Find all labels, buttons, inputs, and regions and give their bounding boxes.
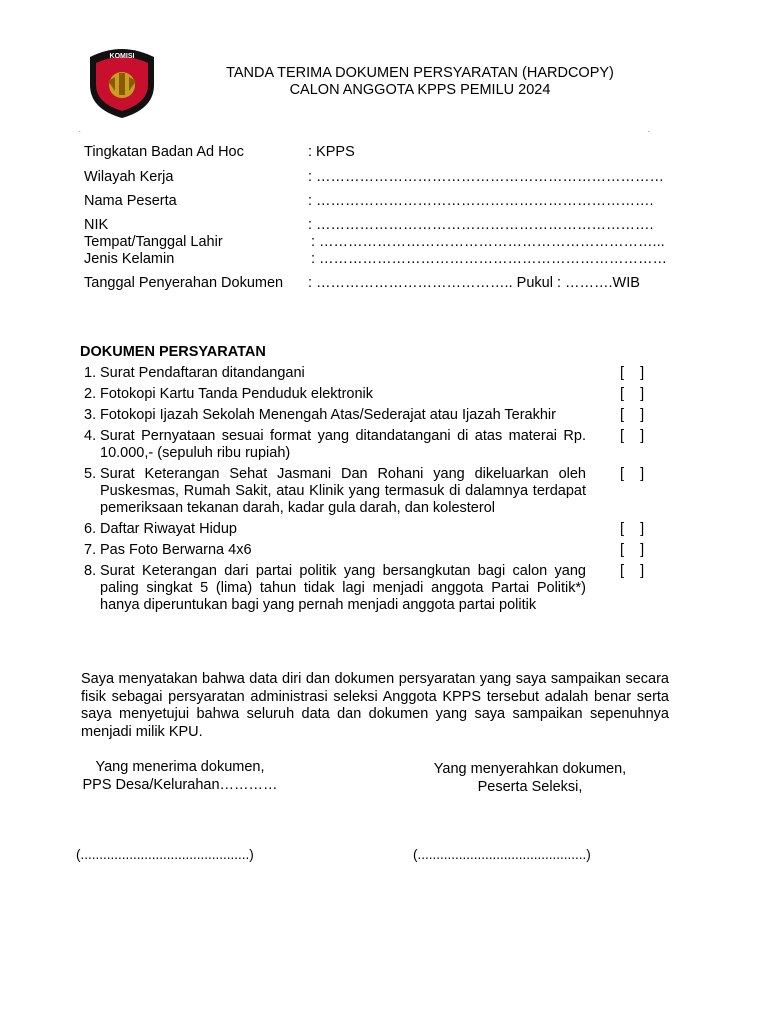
receiver-signature-line: (.............................................)	[76, 847, 254, 862]
item-number: 8.	[84, 563, 97, 579]
item-text: Surat Keterangan dari partai politik yang bersangkutan bagi calon yang paling singkat 5 (lima) tahun tidak lagi menjadi anggota Partai Politik*) hanya diperuntukan bagi yang pernah menjadi anggota partai politik	[100, 563, 586, 613]
item-text: Surat Pernyataan sesuai format yang ditandatangani di atas materai Rp. 10.000,- (sepuluh ribu rupiah)	[100, 428, 586, 461]
document-title	[190, 65, 650, 99]
list-item	[84, 466, 684, 517]
checkbox[interactable]: [ ]	[620, 542, 645, 558]
field-label-ttl: Tempat/Tanggal Lahir	[84, 234, 223, 250]
declaration-statement: Saya menyatakan bahwa data diri dan dokumen persyaratan yang saya sampaikan secara fisik sebagai persyaratan administrasi seleksi Anggota KPPS tersebut adalah benar serta saya menyetujui bahwa seluruh data dan dokumen yang saya sampaikan sepenuhnya menjadi milik KPU.	[81, 671, 669, 740]
field-value-nama: : …………………………………………………………….	[308, 193, 654, 209]
field-value-jenis-kelamin: : ………………………………………………………………	[311, 251, 668, 267]
list-item	[84, 521, 684, 538]
submitter-line-2: Peserta Seleksi,	[477, 779, 583, 795]
list-item	[84, 542, 684, 559]
receiver-line-1: Yang menerima dokumen,	[95, 759, 265, 775]
item-number: 4.	[84, 428, 97, 444]
field-label-tanggal: Tanggal Penyerahan Dokumen	[84, 275, 284, 291]
title-line-1: TANDA TERIMA DOKUMEN PERSYARATAN (HARDCOPY)	[226, 65, 614, 81]
item-number: 3.	[84, 407, 97, 423]
item-number: 2.	[84, 386, 97, 402]
item-text: Fotokopi Kartu Tanda Penduduk elektronik	[100, 386, 373, 402]
list-item	[84, 407, 684, 424]
checkbox[interactable]: [ ]	[620, 386, 645, 402]
field-label-wilayah: Wilayah Kerja	[84, 169, 174, 185]
kpu-logo-emblem	[84, 43, 160, 119]
item-text: Surat Keterangan Sehat Jasmani Dan Rohani yang dikeluarkan oleh Puskesmas, Rumah Sakit, atau Klinik yang termasuk di dalamnya terdapat pemeriksaan tekanan darah, kadar gula darah, dan kolesterol	[100, 466, 586, 516]
item-text: Surat Pendaftaran ditandangani	[100, 365, 305, 381]
checkbox[interactable]: [ ]	[620, 428, 645, 444]
title-line-2: CALON ANGGOTA KPPS PEMILU 2024	[289, 82, 551, 98]
field-value-tanggal: : ………………………………….. Pukul : ……….WIB	[308, 275, 640, 291]
signature-block-submitter	[410, 760, 650, 796]
item-number: 6.	[84, 521, 97, 537]
signature-block-receiver	[60, 758, 300, 794]
submitter-line-1: Yang menyerahkan dokumen,	[433, 761, 627, 777]
checkbox[interactable]: [ ]	[620, 466, 645, 482]
field-label-nik: NIK	[84, 217, 109, 233]
checkbox[interactable]: [ ]	[620, 365, 645, 381]
field-value-wilayah: : ………………………………………………………………	[308, 169, 665, 185]
item-number: 1.	[84, 365, 97, 381]
checkbox[interactable]: [ ]	[620, 521, 645, 537]
submitter-signature-line: (.............................................)	[413, 847, 591, 862]
receiver-line-2: PPS Desa/Kelurahan…………	[82, 777, 278, 793]
field-value-ttl: : ……………………………………………………………...	[311, 234, 665, 250]
list-item	[84, 563, 684, 614]
field-label-nama: Nama Peserta	[84, 193, 177, 209]
checkbox[interactable]: [ ]	[620, 563, 645, 579]
item-text: Pas Foto Berwarna 4x6	[100, 542, 252, 558]
document-list	[84, 365, 684, 618]
field-label-tingkatan: Tingkatan Badan Ad Hoc	[84, 144, 244, 160]
kpu-logo	[84, 43, 160, 119]
item-number: 5.	[84, 466, 97, 482]
field-label-jenis-kelamin: Jenis Kelamin	[84, 251, 175, 267]
list-item	[84, 386, 684, 403]
field-value-nik: : …………………………………………………………….	[308, 217, 654, 233]
field-value-tingkatan: : KPPS	[308, 144, 355, 160]
list-item	[84, 428, 684, 462]
stray-dot-right: .	[648, 128, 650, 134]
list-item	[84, 365, 684, 382]
stray-dot-left: .	[79, 128, 81, 134]
checkbox[interactable]: [ ]	[620, 407, 645, 423]
item-number: 7.	[84, 542, 97, 558]
item-text: Daftar Riwayat Hidup	[100, 521, 237, 537]
item-text: Fotokopi Ijazah Sekolah Menengah Atas/Sederajat atau Ijazah Terakhir	[100, 407, 556, 423]
logo-text-top: KOMISI	[109, 53, 135, 60]
section-title: DOKUMEN PERSYARATAN	[80, 344, 266, 360]
